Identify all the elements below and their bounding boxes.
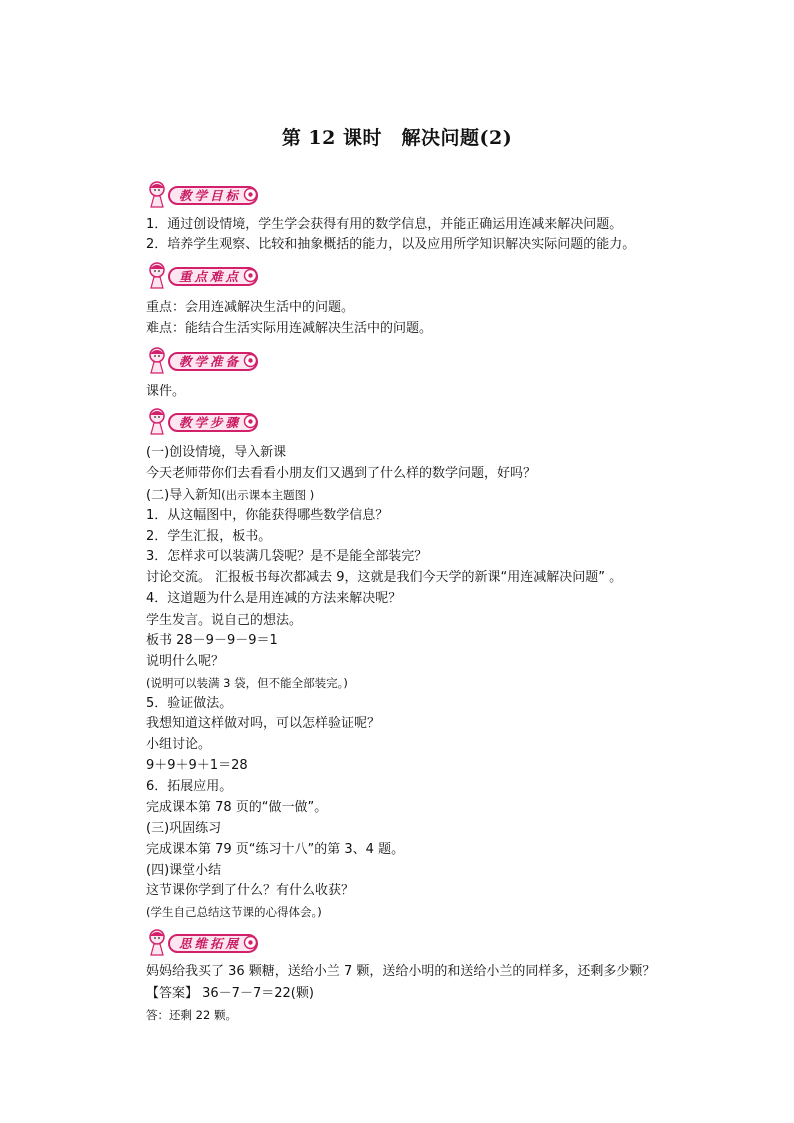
extend-answer: 【答案】 36－7－7＝22(颗): [146, 986, 314, 1001]
step-line: 讨论交流。 汇报板书每次都减去 9，这就是我们今天学的新课“用连减解决问题” 。: [146, 570, 623, 585]
section-title-goals: 教学目标: [179, 188, 242, 203]
step-line: (学生自己总结这节课的心得体会。): [146, 905, 322, 919]
key-line: 难点：能结合生活实际用连减解决生活中的问题。: [146, 321, 433, 336]
step-line: 完成课本第 79 页“练习十八”的第 3、4 题。: [146, 842, 405, 857]
prep-line: 课件。: [146, 384, 186, 399]
step-line: 6．拓展应用。: [146, 779, 233, 794]
step-line: 完成课本第 78 页的“做一做”。: [146, 800, 328, 815]
step-line: 2．学生汇报，板书。: [146, 529, 272, 544]
target-icon: [243, 353, 258, 368]
step-line: (三)巩固练习: [146, 821, 222, 836]
step-line: 1．从这幅图中，你能获得哪些数学信息？: [146, 508, 389, 523]
key-line: 重点：会用连减解决生活中的问题。: [146, 300, 355, 315]
step-line: 学生发言。说自己的想法。: [146, 613, 303, 628]
target-icon: [243, 268, 258, 283]
goal-line: 1．通过创设情境，学生学会获得有用的数学信息，并能正确运用连减来解决问题。: [146, 217, 623, 232]
step-line: 板书 28－9－9－9＝1: [146, 633, 278, 648]
extend-question: 妈妈给我买了 36 颗糖，送给小兰 7 颗，送给小明的和送给小兰的同样多，还剩多少颗？: [146, 964, 656, 979]
section-title-extend: 思维拓展: [179, 936, 242, 951]
section-title-steps: 教学步骤: [179, 415, 242, 430]
step-line: (一)创设情境，导入新课: [146, 445, 287, 460]
step-line: 5．验证做法。: [146, 696, 233, 711]
step-line: 4．这道题为什么是用连减的方法来解决呢？: [146, 591, 402, 606]
step-line: 9＋9＋9＋1＝28: [146, 758, 248, 773]
step-line: 这节课你学到了什么？有什么收获？: [146, 883, 355, 898]
step-line: 我想知道这样做对吗，可以怎样验证呢？: [146, 716, 381, 731]
step-heading: (二)导入新知: [146, 488, 222, 503]
target-icon: [243, 414, 258, 429]
step-note: (出示课本主题图 ): [221, 488, 315, 502]
target-icon: [243, 935, 258, 950]
step-line: 3．怎样求可以装满几袋呢？是不是能全部装完？: [146, 549, 428, 564]
goal-line: 2．培养学生观察、比较和抽象概括的能力，以及应用所学知识解决实际问题的能力。: [146, 237, 636, 252]
step-line: 说明什么呢？: [146, 654, 225, 669]
step-line: (说明可以装满 3 袋，但不能全部装完。): [146, 676, 348, 690]
target-icon: [243, 187, 258, 202]
step-line: 小组讨论。: [146, 737, 212, 752]
step-line: 今天老师带你们去看看小朋友们又遇到了什么样的数学问题，好吗？: [146, 466, 537, 481]
section-title-key: 重点难点: [179, 269, 242, 284]
page-title: 第 12 课时 解决问题(2): [281, 127, 513, 149]
step-line: (四)课堂小结: [146, 863, 222, 878]
step-line: [146, 487, 314, 504]
extend-answer-text: 答：还剩 22 颗。: [146, 1008, 237, 1022]
section-title-prep: 教学准备: [179, 354, 242, 369]
